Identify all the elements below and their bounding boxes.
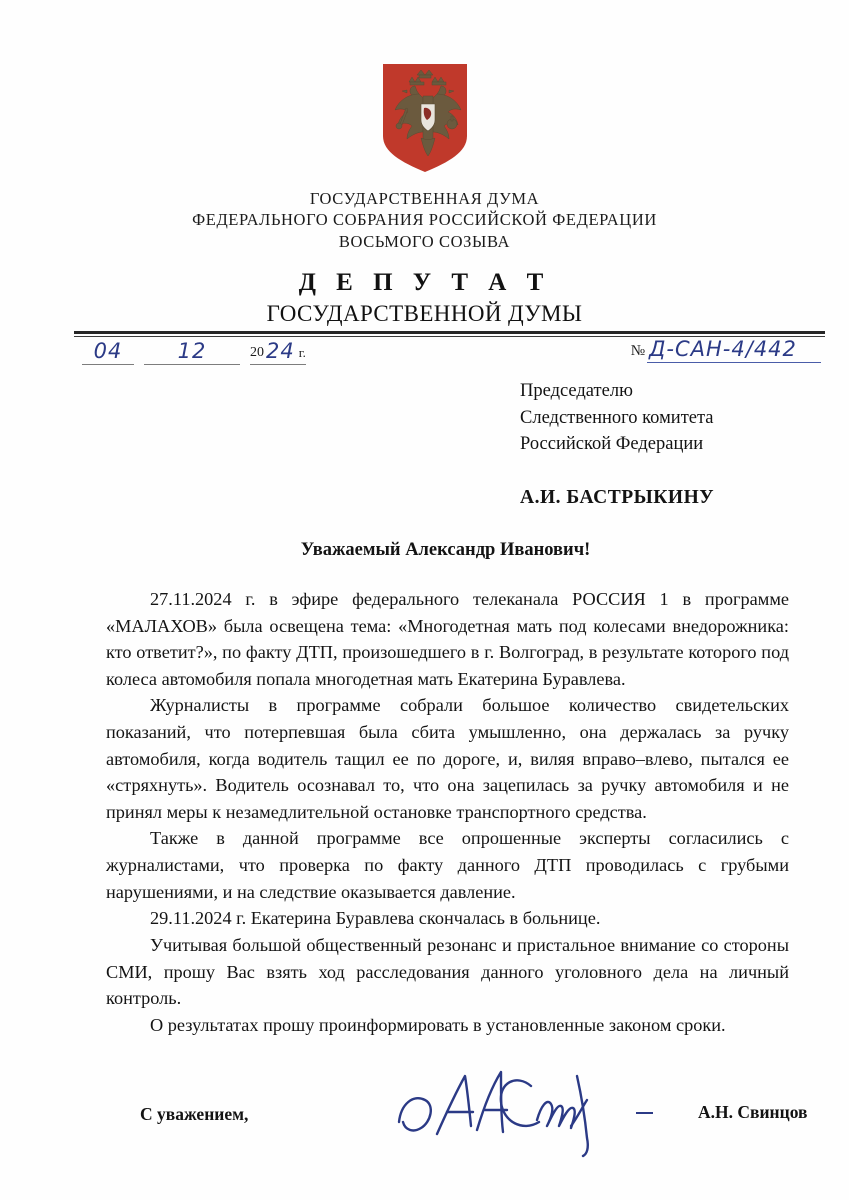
signatory-name: А.Н. Свинцов bbox=[698, 1102, 808, 1122]
year-suffix: г. bbox=[298, 345, 306, 360]
date-block bbox=[82, 341, 306, 365]
letter-paragraph: О результатах прошу проинформировать в установленные законом сроки. bbox=[150, 1014, 726, 1035]
letter-paragraph: 27.11.2024 г. в эфире федерального телеканала РОССИЯ 1 в программе «МАЛАХОВ» была освещена тема: «Многодетная мать под колесами внедорожника: кто ответит?», по факту ДТП, произошедшего в г. Волгоград, в результате которого под колеса автомобиля попала многодетная мать Екатерина Буравлева. bbox=[106, 589, 789, 689]
title-deputat: Д Е П У Т А Т bbox=[298, 269, 551, 297]
year-handwritten: 24 bbox=[266, 339, 295, 363]
letterhead bbox=[0, 0, 849, 327]
date-day[interactable]: 04 bbox=[82, 341, 134, 365]
org-line-3: ВОСЬМОГО СОЗЫВА bbox=[338, 231, 511, 251]
russian-coat-of-arms-icon bbox=[379, 62, 471, 174]
signature-dash bbox=[636, 1112, 653, 1114]
registration-number[interactable]: Д-САН-4/442 bbox=[647, 339, 821, 363]
org-line-1: ГОСУДАРСТВЕННАЯ ДУМА bbox=[309, 189, 540, 208]
addressee-line-3: Российской Федерации bbox=[520, 434, 704, 455]
signature-regards: С уважением, bbox=[140, 1104, 249, 1124]
year-prefix: 20 bbox=[250, 345, 264, 360]
organization-name bbox=[0, 188, 849, 252]
handwritten-signature-icon bbox=[391, 1060, 641, 1160]
salutation: Уважаемый Александр Иванович! bbox=[300, 540, 591, 560]
divider-thick-line bbox=[74, 331, 825, 334]
registration-number-block bbox=[631, 339, 821, 363]
addressee-name: А.И. БАСТРЫКИНУ bbox=[520, 486, 715, 508]
date-year[interactable] bbox=[250, 341, 306, 365]
registration-label: № bbox=[630, 343, 645, 359]
letter-paragraph: Также в данной программе все опрошенные эксперты согласились с журналистами, что проверка по факту данного ДТП проводилась с грубыми нарушениями, и на следствие оказывается давление. bbox=[106, 828, 789, 902]
org-line-2: ФЕДЕРАЛЬНОГО СОБРАНИЯ РОССИЙСКОЙ ФЕДЕРАЦИИ bbox=[192, 210, 657, 230]
title-duma: ГОСУДАРСТВЕННОЙ ДУМЫ bbox=[266, 301, 583, 327]
signature-block bbox=[106, 1098, 808, 1178]
letter-paragraph: Журналисты в программе собрали большое количество свидетельских показаний, что потерпевшая была сбита умышленно, она держалась за ручку автомобиля, когда водитель тащил ее по дороге, и, виляя вправо–влево, пытался ее «стряхнуть». Водитель осознавал то, что она зацепилась за ручку автомобиля и не принял меры к незамедлительной остановке транспортного средства. bbox=[106, 695, 789, 822]
addressee-line-1: Председателю bbox=[520, 381, 633, 401]
addressee-block bbox=[520, 378, 714, 512]
addressee-line-2: Следственного комитета bbox=[520, 407, 714, 428]
date-month[interactable]: 12 bbox=[144, 341, 240, 365]
letter-paragraph: 29.11.2024 г. Екатерина Буравлева скончалась в больнице. bbox=[150, 908, 601, 929]
letter-body bbox=[106, 586, 789, 1038]
letter-paragraph: Учитывая большой общественный резонанс и пристальное внимание со стороны СМИ, прошу Вас взять ход расследования данного уголовного дела на личный контроль. bbox=[106, 934, 789, 1009]
